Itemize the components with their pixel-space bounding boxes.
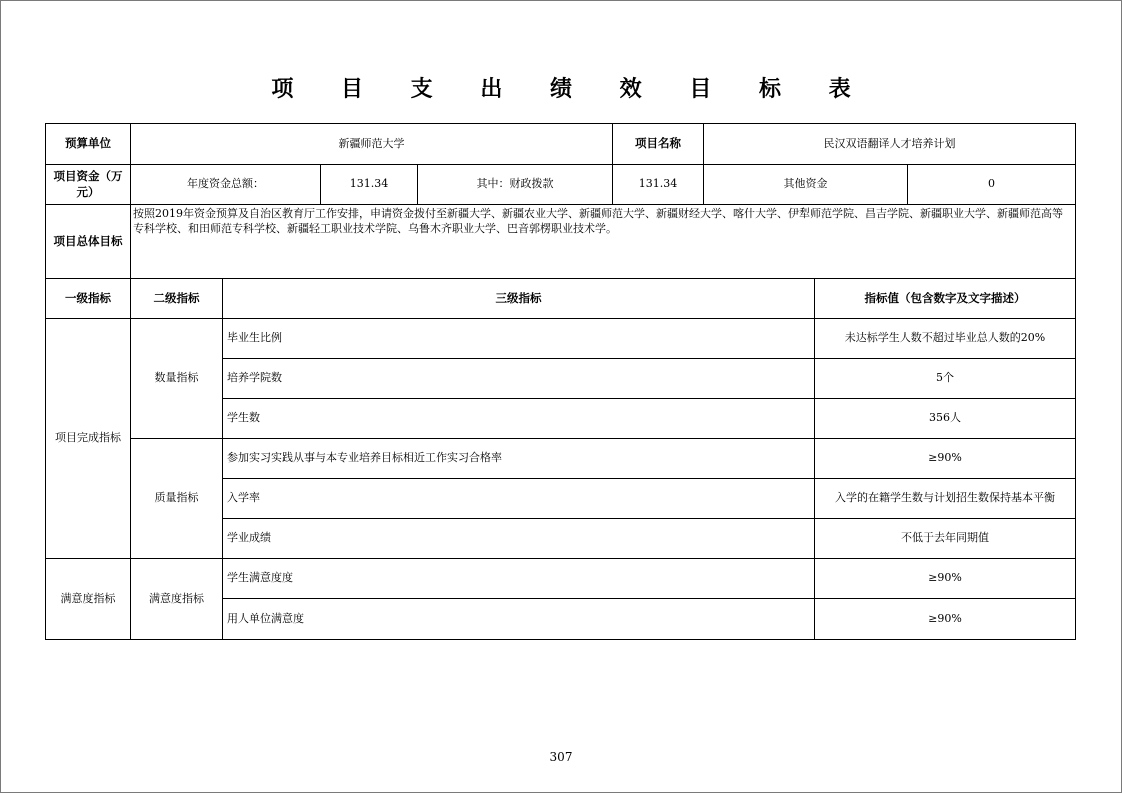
indicator-cell: 培养学院数 <box>222 358 815 399</box>
indicator-value-cell: 入学的在籍学生数与计划招生数保持基本平衡 <box>814 478 1076 519</box>
funds-other-label: 其他资金 <box>703 164 908 205</box>
indicator-value-cell: 5个 <box>814 358 1076 399</box>
project-name-label: 项目名称 <box>612 123 704 165</box>
level1-cell: 满意度指标 <box>45 558 131 640</box>
funds-total-value: 131.34 <box>320 164 418 205</box>
goal-text: 按照2019年资金预算及自治区教育厅工作安排，申请资金拨付至新疆大学、新疆农业大学、新疆师范大学、新疆财经大学、喀什大学、伊犁师范学院、昌吉学院、新疆职业大学、新疆师范高等专科学校、和田师范专科学校、新疆轻工职业技术学院、乌鲁木齐职业大学、巴音郭楞职业技术学。 <box>130 204 1076 279</box>
performance-table <box>45 123 1076 640</box>
col-value-header: 指标值（包含数字及文字描述） <box>814 278 1076 319</box>
indicator-value-cell: 不低于去年同期值 <box>814 518 1076 559</box>
col-level2-header: 二级指标 <box>130 278 223 319</box>
indicator-cell: 毕业生比例 <box>222 318 815 359</box>
funds-fiscal-label: 其中：财政拨款 <box>417 164 613 205</box>
level1-cell: 项目完成指标 <box>45 318 131 559</box>
unit-label: 预算单位 <box>45 123 131 165</box>
indicator-cell: 参加实习实践从事与本专业培养目标相近工作实习合格率 <box>222 438 815 479</box>
indicator-cell: 入学率 <box>222 478 815 519</box>
indicator-cell: 学业成绩 <box>222 518 815 559</box>
funds-label: 项目资金（万元） <box>45 164 131 205</box>
indicator-value-cell: ≥90% <box>814 598 1076 640</box>
project-name-value: 民汉双语翻译人才培养计划 <box>703 123 1076 165</box>
funds-other-value: 0 <box>907 164 1076 205</box>
level2-cell: 质量指标 <box>130 438 223 559</box>
goal-label: 项目总体目标 <box>45 204 131 279</box>
col-level1-header: 一级指标 <box>45 278 131 319</box>
indicator-cell: 学生满意度度 <box>222 558 815 599</box>
level2-cell: 满意度指标 <box>130 558 223 640</box>
funds-total-label: 年度资金总额： <box>130 164 321 205</box>
funds-fiscal-value: 131.34 <box>612 164 704 205</box>
indicator-value-cell: 未达标学生人数不超过毕业总人数的20% <box>814 318 1076 359</box>
page-number: 307 <box>549 750 573 764</box>
indicator-cell: 用人单位满意度 <box>222 598 815 640</box>
col-level3-header: 三级指标 <box>222 278 815 319</box>
indicator-value-cell: 356人 <box>814 398 1076 439</box>
indicator-cell: 学生数 <box>222 398 815 439</box>
level2-cell: 数量指标 <box>130 318 223 439</box>
page-title: 项 目 支 出 绩 效 目 标 表 <box>271 77 871 102</box>
indicator-value-cell: ≥90% <box>814 558 1076 599</box>
unit-value: 新疆师范大学 <box>130 123 613 165</box>
indicator-value-cell: ≥90% <box>814 438 1076 479</box>
